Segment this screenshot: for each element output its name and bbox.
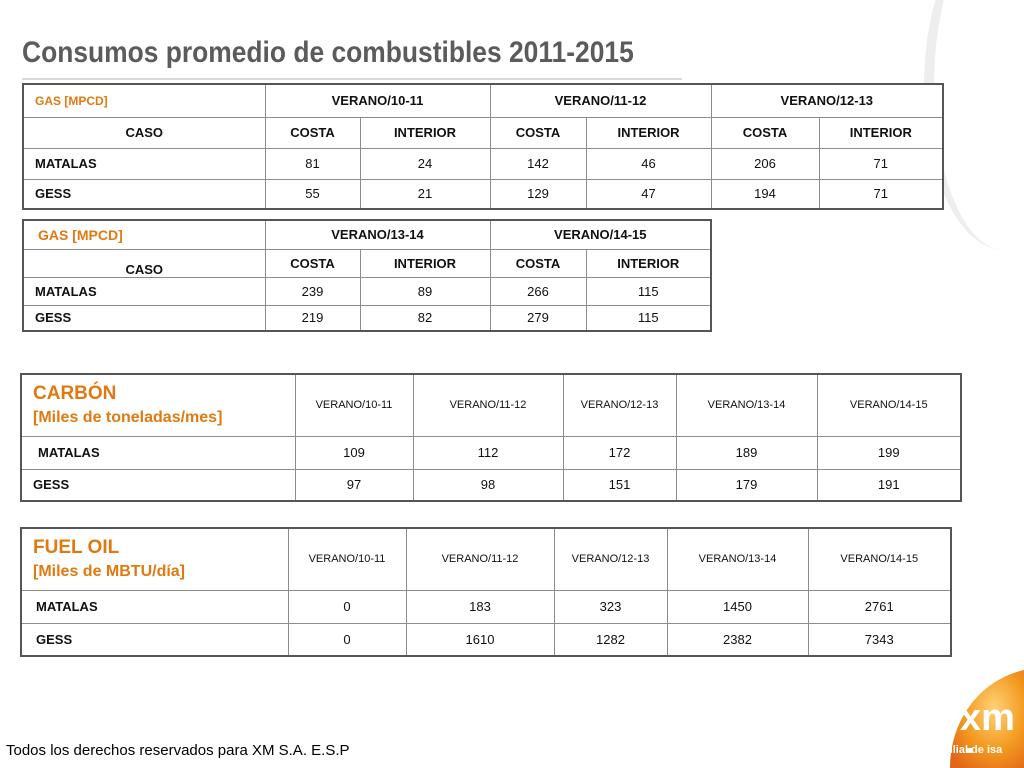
value-cell: 115: [586, 305, 711, 331]
value-cell: 189: [676, 436, 817, 469]
period-header: VERANO/11-12: [406, 528, 554, 590]
caso-header: CASO: [23, 249, 265, 277]
period-header: VERANO/11-12: [413, 374, 563, 436]
value-cell: 219: [265, 305, 360, 331]
interior-header: INTERIOR: [586, 117, 711, 148]
value-cell: 1610: [406, 623, 554, 656]
period-header: VERANO/10-11: [295, 374, 413, 436]
value-cell: 21: [360, 179, 490, 209]
value-cell: 129: [490, 179, 586, 209]
period-header: VERANO/13-14: [667, 528, 808, 590]
value-cell: 0: [288, 590, 406, 623]
period-header: VERANO/10-11: [265, 84, 490, 117]
row-label: GESS: [23, 305, 265, 331]
gas-table-2: [22, 219, 712, 332]
interior-header: INTERIOR: [586, 249, 711, 277]
fuel-oil-table: [20, 527, 952, 657]
gas-unit-label: GAS [MPCD]: [23, 220, 265, 249]
footer-copyright: Todos los derechos reservados para XM S.A. E.S.P: [6, 742, 350, 759]
table-row: [21, 590, 951, 623]
value-cell: 24: [360, 148, 490, 179]
gas-table-1: [22, 83, 944, 210]
period-header: VERANO/12-13: [711, 84, 943, 117]
value-cell: 115: [586, 277, 711, 305]
value-cell: 172: [563, 436, 676, 469]
value-cell: 112: [413, 436, 563, 469]
carbon-heading: [21, 374, 295, 436]
carbon-table: [20, 373, 962, 502]
value-cell: 71: [819, 179, 943, 209]
table-row: [23, 179, 943, 209]
value-cell: 55: [265, 179, 360, 209]
period-header: VERANO/12-13: [563, 374, 676, 436]
costa-header: COSTA: [265, 117, 360, 148]
value-cell: 7343: [808, 623, 951, 656]
row-label: MATALAS: [23, 277, 265, 305]
logo-subtitle: filial de isa: [946, 744, 1003, 756]
costa-header: COSTA: [490, 249, 586, 277]
value-cell: 109: [295, 436, 413, 469]
gas-unit-label: GAS [MPCD]: [23, 84, 265, 117]
caso-header: CASO: [23, 117, 265, 148]
value-cell: 0: [288, 623, 406, 656]
value-cell: 46: [586, 148, 711, 179]
row-label: MATALAS: [23, 148, 265, 179]
period-header: VERANO/14-15: [808, 528, 951, 590]
interior-header: INTERIOR: [360, 249, 490, 277]
table-row: [23, 305, 711, 331]
costa-header: COSTA: [490, 117, 586, 148]
value-cell: 97: [295, 469, 413, 501]
period-header: VERANO/10-11: [288, 528, 406, 590]
carbon-title: CARBÓN: [33, 383, 117, 405]
row-label: MATALAS: [21, 436, 295, 469]
period-header: VERANO/12-13: [554, 528, 667, 590]
costa-header: COSTA: [711, 117, 819, 148]
fuel-oil-unit: [Miles de MBTU/día]: [33, 563, 186, 581]
value-cell: 151: [563, 469, 676, 501]
value-cell: 323: [554, 590, 667, 623]
value-cell: 266: [490, 277, 586, 305]
title-divider: [22, 78, 682, 80]
period-header: VERANO/13-14: [265, 220, 490, 249]
row-label: GESS: [23, 179, 265, 209]
value-cell: 194: [711, 179, 819, 209]
value-cell: 89: [360, 277, 490, 305]
interior-header: INTERIOR: [360, 117, 490, 148]
table-row: [23, 277, 711, 305]
value-cell: 98: [413, 469, 563, 501]
value-cell: 1282: [554, 623, 667, 656]
costa-header: COSTA: [265, 249, 360, 277]
value-cell: 279: [490, 305, 586, 331]
fuel-oil-heading: [21, 528, 288, 590]
interior-header: INTERIOR: [819, 117, 943, 148]
row-label: GESS: [21, 469, 295, 501]
table-row: [21, 623, 951, 656]
period-header: VERANO/14-15: [490, 220, 711, 249]
value-cell: 2761: [808, 590, 951, 623]
row-label: MATALAS: [21, 590, 288, 623]
period-header: VERANO/14-15: [817, 374, 961, 436]
table-row: [21, 436, 961, 469]
fuel-oil-title: FUEL OIL: [33, 537, 120, 559]
carbon-unit: [Miles de toneladas/mes]: [33, 409, 223, 427]
value-cell: 239: [265, 277, 360, 305]
value-cell: 206: [711, 148, 819, 179]
value-cell: 183: [406, 590, 554, 623]
row-label: GESS: [21, 623, 288, 656]
value-cell: 82: [360, 305, 490, 331]
value-cell: 1450: [667, 590, 808, 623]
value-cell: 47: [586, 179, 711, 209]
value-cell: 199: [817, 436, 961, 469]
value-cell: 81: [265, 148, 360, 179]
page-title: Consumos promedio de combustibles 2011-2015: [22, 36, 634, 69]
value-cell: 71: [819, 148, 943, 179]
period-header: VERANO/13-14: [676, 374, 817, 436]
table-row: [23, 148, 943, 179]
value-cell: 2382: [667, 623, 808, 656]
value-cell: 179: [676, 469, 817, 501]
xm-logo-text: xm: [960, 697, 1015, 739]
value-cell: 191: [817, 469, 961, 501]
table-row: [21, 469, 961, 501]
period-header: VERANO/11-12: [490, 84, 711, 117]
value-cell: 142: [490, 148, 586, 179]
